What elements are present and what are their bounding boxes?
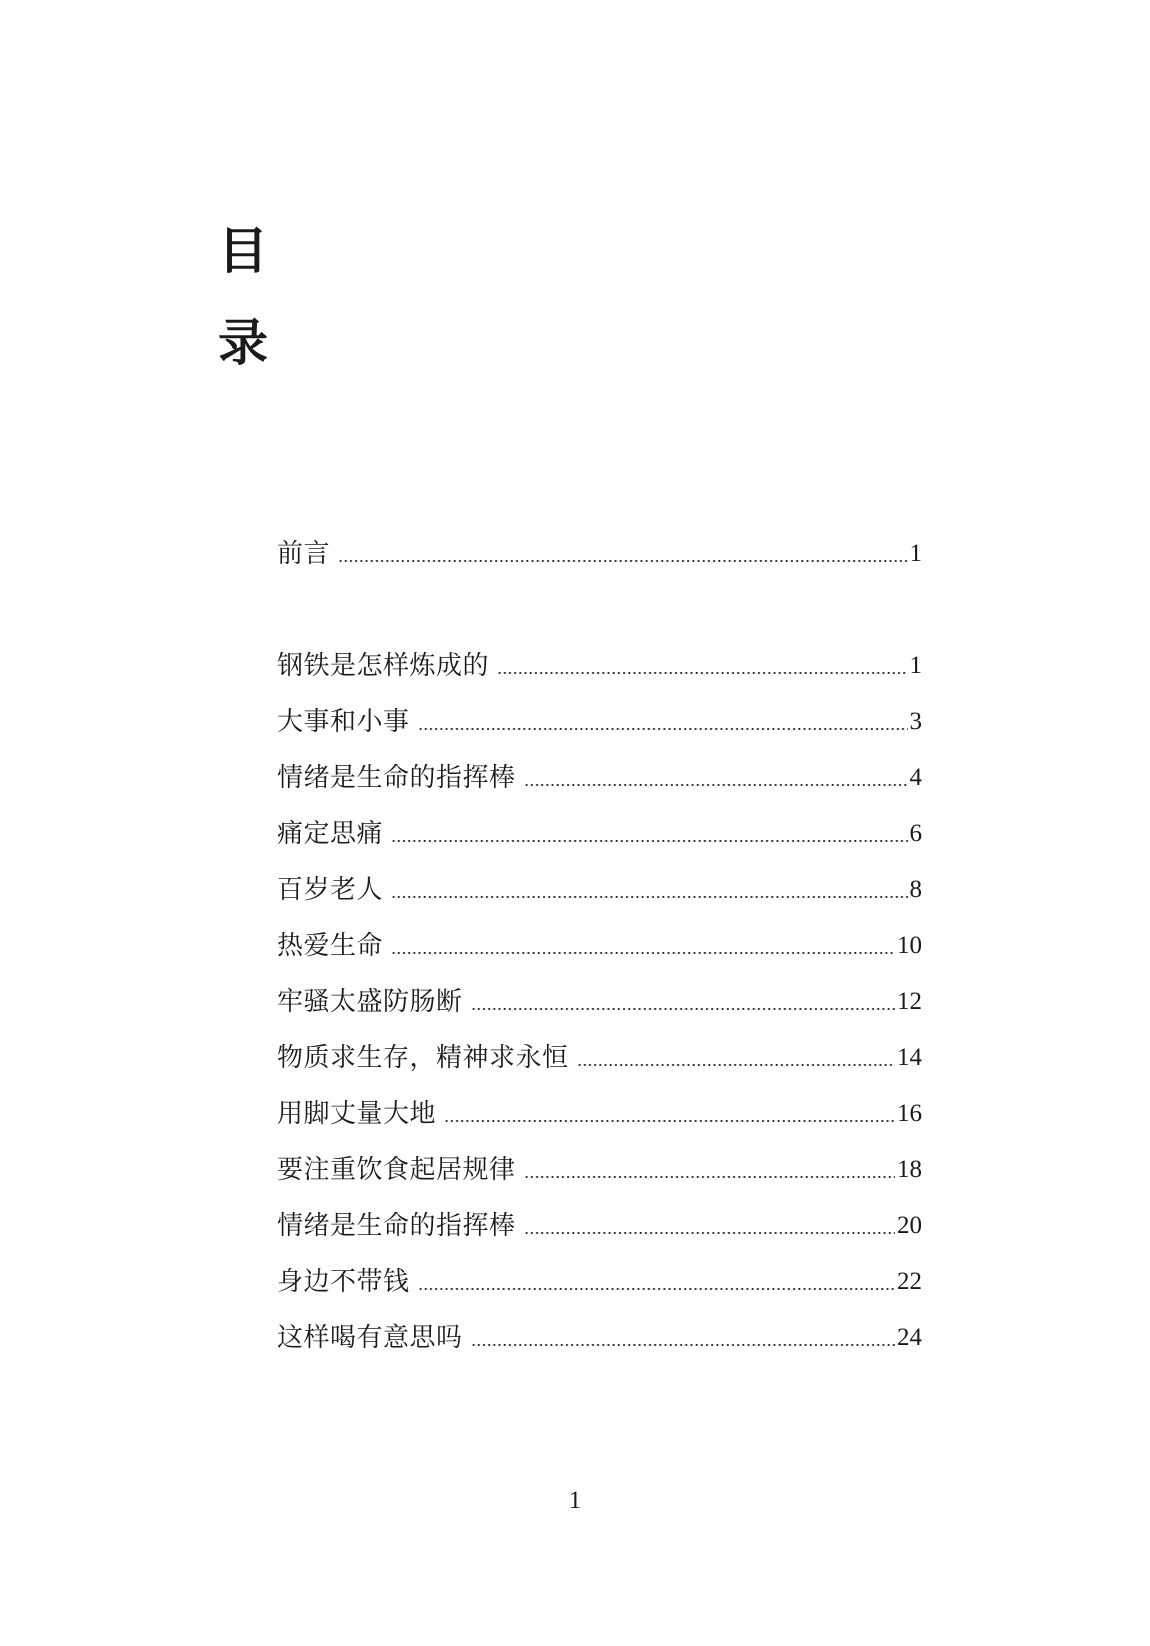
toc-entry[interactable] <box>277 984 922 1020</box>
toc-entry-title: 这样喝有意思吗 <box>277 1323 463 1353</box>
toc-entry-page: 1 <box>909 540 922 567</box>
dot-leader <box>391 895 907 899</box>
toc-entry[interactable] <box>277 1152 922 1188</box>
toc-entry-title: 情绪是生命的指挥棒 <box>277 1211 516 1241</box>
toc-entry[interactable] <box>277 928 922 964</box>
dot-leader <box>444 1119 895 1123</box>
toc-entry-page: 16 <box>897 1100 922 1127</box>
toc-entry-page: 22 <box>897 1268 922 1295</box>
dot-leader <box>471 1343 895 1347</box>
toc-entry-title: 物质求生存，精神求永恒 <box>277 1043 569 1073</box>
toc-entry-page: 6 <box>909 820 922 847</box>
toc-entry[interactable] <box>277 1096 922 1132</box>
toc-entry[interactable] <box>277 816 922 852</box>
dot-leader <box>471 1007 895 1011</box>
toc-entry-page: 14 <box>897 1044 922 1071</box>
toc-entry[interactable] <box>277 704 922 740</box>
page-number: 1 <box>568 1487 582 1514</box>
toc-entry-page: 1 <box>909 652 922 679</box>
toc-entry[interactable] <box>277 536 922 572</box>
toc-entry-page: 3 <box>909 708 922 735</box>
toc-entry-title: 要注重饮食起居规律 <box>277 1155 516 1185</box>
dot-leader <box>391 839 907 843</box>
dot-leader <box>524 1231 895 1235</box>
toc-entry[interactable] <box>277 1264 922 1300</box>
dot-leader <box>391 951 895 955</box>
toc-entry-page: 12 <box>897 988 922 1015</box>
toc-entry-title: 情绪是生命的指挥棒 <box>277 763 516 793</box>
dot-leader <box>338 559 907 563</box>
dot-leader <box>418 727 908 731</box>
toc-entry-page: 24 <box>897 1324 922 1351</box>
toc-entry-title: 大事和小事 <box>277 707 410 737</box>
toc-entry-title: 百岁老人 <box>277 875 384 905</box>
toc-entry-page: 18 <box>897 1156 922 1183</box>
toc-entry[interactable] <box>277 1208 922 1244</box>
dot-leader <box>497 671 907 675</box>
toc-entry[interactable] <box>277 648 922 684</box>
toc-entry-title: 热爱生命 <box>277 931 384 961</box>
toc-entry-title: 钢铁是怎样炼成的 <box>277 651 490 681</box>
toc-entry-page: 8 <box>909 876 922 903</box>
toc-heading-char-2: 录 <box>218 314 268 372</box>
toc-entry-title: 牢骚太盛防肠断 <box>277 987 463 1017</box>
toc-entry-page: 10 <box>897 932 922 959</box>
toc-entry[interactable] <box>277 1320 922 1356</box>
toc-entry-title: 用脚丈量大地 <box>277 1099 437 1129</box>
toc-entry[interactable] <box>277 1040 922 1076</box>
toc-entry-page: 20 <box>897 1212 922 1239</box>
toc-heading <box>218 205 288 389</box>
dot-leader <box>524 783 908 787</box>
toc-heading-char-1: 目 <box>218 222 268 280</box>
dot-leader <box>418 1287 895 1291</box>
dot-leader <box>524 1175 895 1179</box>
toc-entry[interactable] <box>277 872 922 908</box>
toc-entry-page: 4 <box>909 764 922 791</box>
dot-leader <box>577 1063 895 1067</box>
toc-entry-title: 身边不带钱 <box>277 1267 410 1297</box>
toc-entry[interactable] <box>277 760 922 796</box>
toc-entry-title: 痛定思痛 <box>277 819 384 849</box>
toc-entry-title: 前言 <box>277 539 331 569</box>
